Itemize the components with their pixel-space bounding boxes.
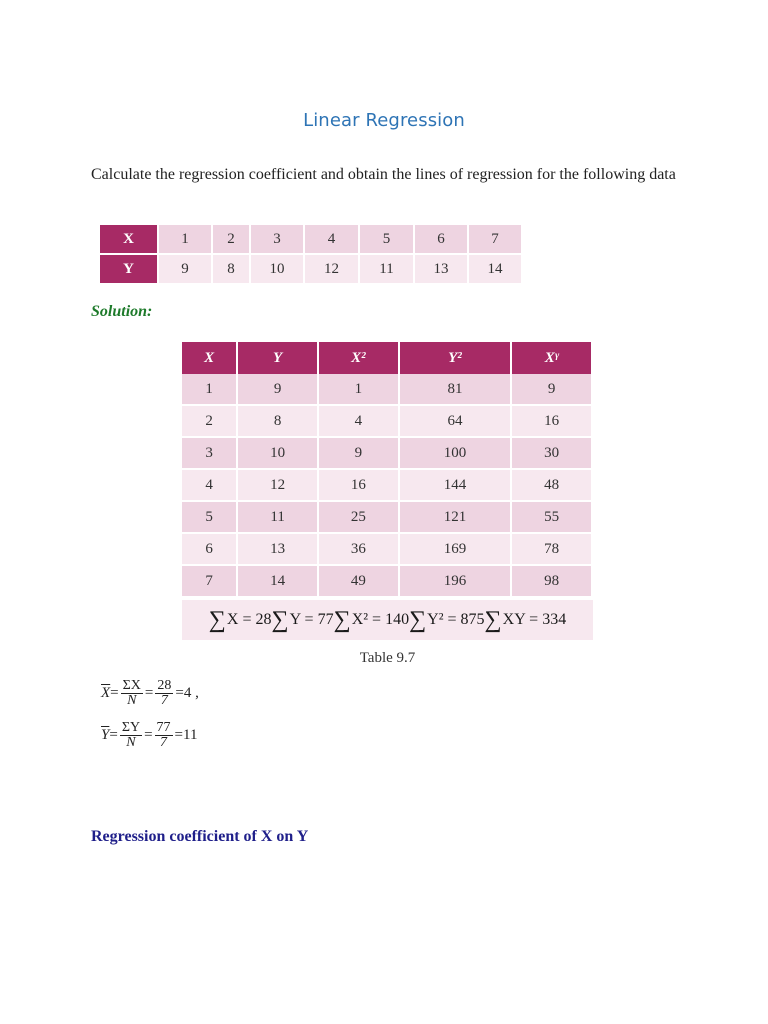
calculation-table [182,342,593,598]
sum-xy: ∑ XY = 334 [484,607,567,633]
sum-x-squared: ∑ X² = 140 [333,607,410,633]
table-cell: 6 [182,533,237,565]
x-value: 6 [414,225,468,254]
mean-x-result: =4 , [175,685,199,701]
table-cell: 64 [399,405,512,437]
table-row [182,565,592,597]
mean-y-symbol: $\overline{Y}$ [101,727,110,743]
sigma-icon: ∑ [484,607,502,633]
table-cell: 9 [237,374,318,405]
data-table-row-y [100,254,522,284]
table-cell: 4 [318,405,399,437]
mean-y-formula: $\overline{Y}$ = $\frac{\Sigma Y}{N}$ = $\frac{77}{7}$ =11 [101,720,198,750]
table-cell: 14 [237,565,318,597]
calculation-table-header [182,342,592,374]
table-cell: 13 [237,533,318,565]
table-caption: Table 9.7 [359,650,416,666]
column-header: X² [318,342,399,374]
data-table [100,225,523,285]
fraction: $\frac{28}{7}$ [157,678,172,708]
table-cell: 1 [182,374,237,405]
table-cell: 55 [511,501,592,533]
section-heading: Regression coefficient of X on Y [91,828,309,845]
table-cell: 78 [511,533,592,565]
fraction: $\frac{\Sigma X}{N}$ [122,678,141,708]
sigma-icon: ∑ [271,607,289,633]
column-header: X [182,342,237,374]
table-cell: 98 [511,565,592,597]
table-cell: 2 [182,405,237,437]
table-cell: 10 [237,437,318,469]
y-value: 9 [158,254,212,284]
x-value: 1 [158,225,212,254]
table-cell: 9 [511,374,592,405]
x-value: 7 [468,225,522,254]
table-cell: 3 [182,437,237,469]
page-title: Linear Regression [303,110,465,131]
sum-y-squared: ∑ Y² = 875 [409,607,485,633]
row-label-x: X [100,225,158,254]
data-table-row-x [100,225,522,254]
table-row [182,469,592,501]
mean-x-formula: $\overline{X}$ = $\frac{\Sigma X}{N}$ = $\frac{28}{7}$ =4 , [101,678,199,708]
table-cell: 9 [318,437,399,469]
sigma-icon: ∑ [208,607,226,633]
table-cell: 1 [318,374,399,405]
table-cell: 16 [511,405,592,437]
table-cell: 30 [511,437,592,469]
table-cell: 25 [318,501,399,533]
x-value: 2 [212,225,250,254]
y-value: 8 [212,254,250,284]
table-cell: 121 [399,501,512,533]
table-cell: 169 [399,533,512,565]
y-value: 11 [359,254,414,284]
table-cell: 100 [399,437,512,469]
column-header: Xᵞ [511,342,592,374]
fraction: $\frac{77}{7}$ [156,720,171,750]
table-row [182,437,592,469]
sigma-icon: ∑ [409,607,427,633]
table-cell: 8 [237,405,318,437]
table-row [182,405,592,437]
table-cell: 196 [399,565,512,597]
sigma-icon: ∑ [333,607,351,633]
x-value: 4 [304,225,359,254]
sum-x: ∑ X = 28 [208,607,272,633]
y-value: 12 [304,254,359,284]
problem-statement: Calculate the regression coefficient and obtain the lines of regression for the following data [91,166,676,183]
y-value: 14 [468,254,522,284]
x-value: 5 [359,225,414,254]
sum-y: ∑ Y = 77 [271,607,334,633]
table-cell: 48 [511,469,592,501]
table-row [182,533,592,565]
solution-label: Solution: [91,303,153,320]
table-cell: 16 [318,469,399,501]
table-cell: 49 [318,565,399,597]
table-cell: 5 [182,501,237,533]
mean-y-result: =11 [174,727,198,743]
table-cell: 7 [182,565,237,597]
table-cell: 11 [237,501,318,533]
table-cell: 144 [399,469,512,501]
table-cell: 4 [182,469,237,501]
fraction: $\frac{\Sigma Y}{N}$ [121,720,141,750]
table-row [182,501,592,533]
row-label-y: Y [100,254,158,284]
column-sums [182,600,593,640]
mean-x-symbol: $\overline{X}$ [101,685,111,701]
x-value: 3 [250,225,304,254]
column-header: Y [237,342,318,374]
table-cell: 36 [318,533,399,565]
table-cell: 12 [237,469,318,501]
y-value: 13 [414,254,468,284]
y-value: 10 [250,254,304,284]
column-header: Y² [399,342,512,374]
table-cell: 81 [399,374,512,405]
table-row [182,374,592,405]
